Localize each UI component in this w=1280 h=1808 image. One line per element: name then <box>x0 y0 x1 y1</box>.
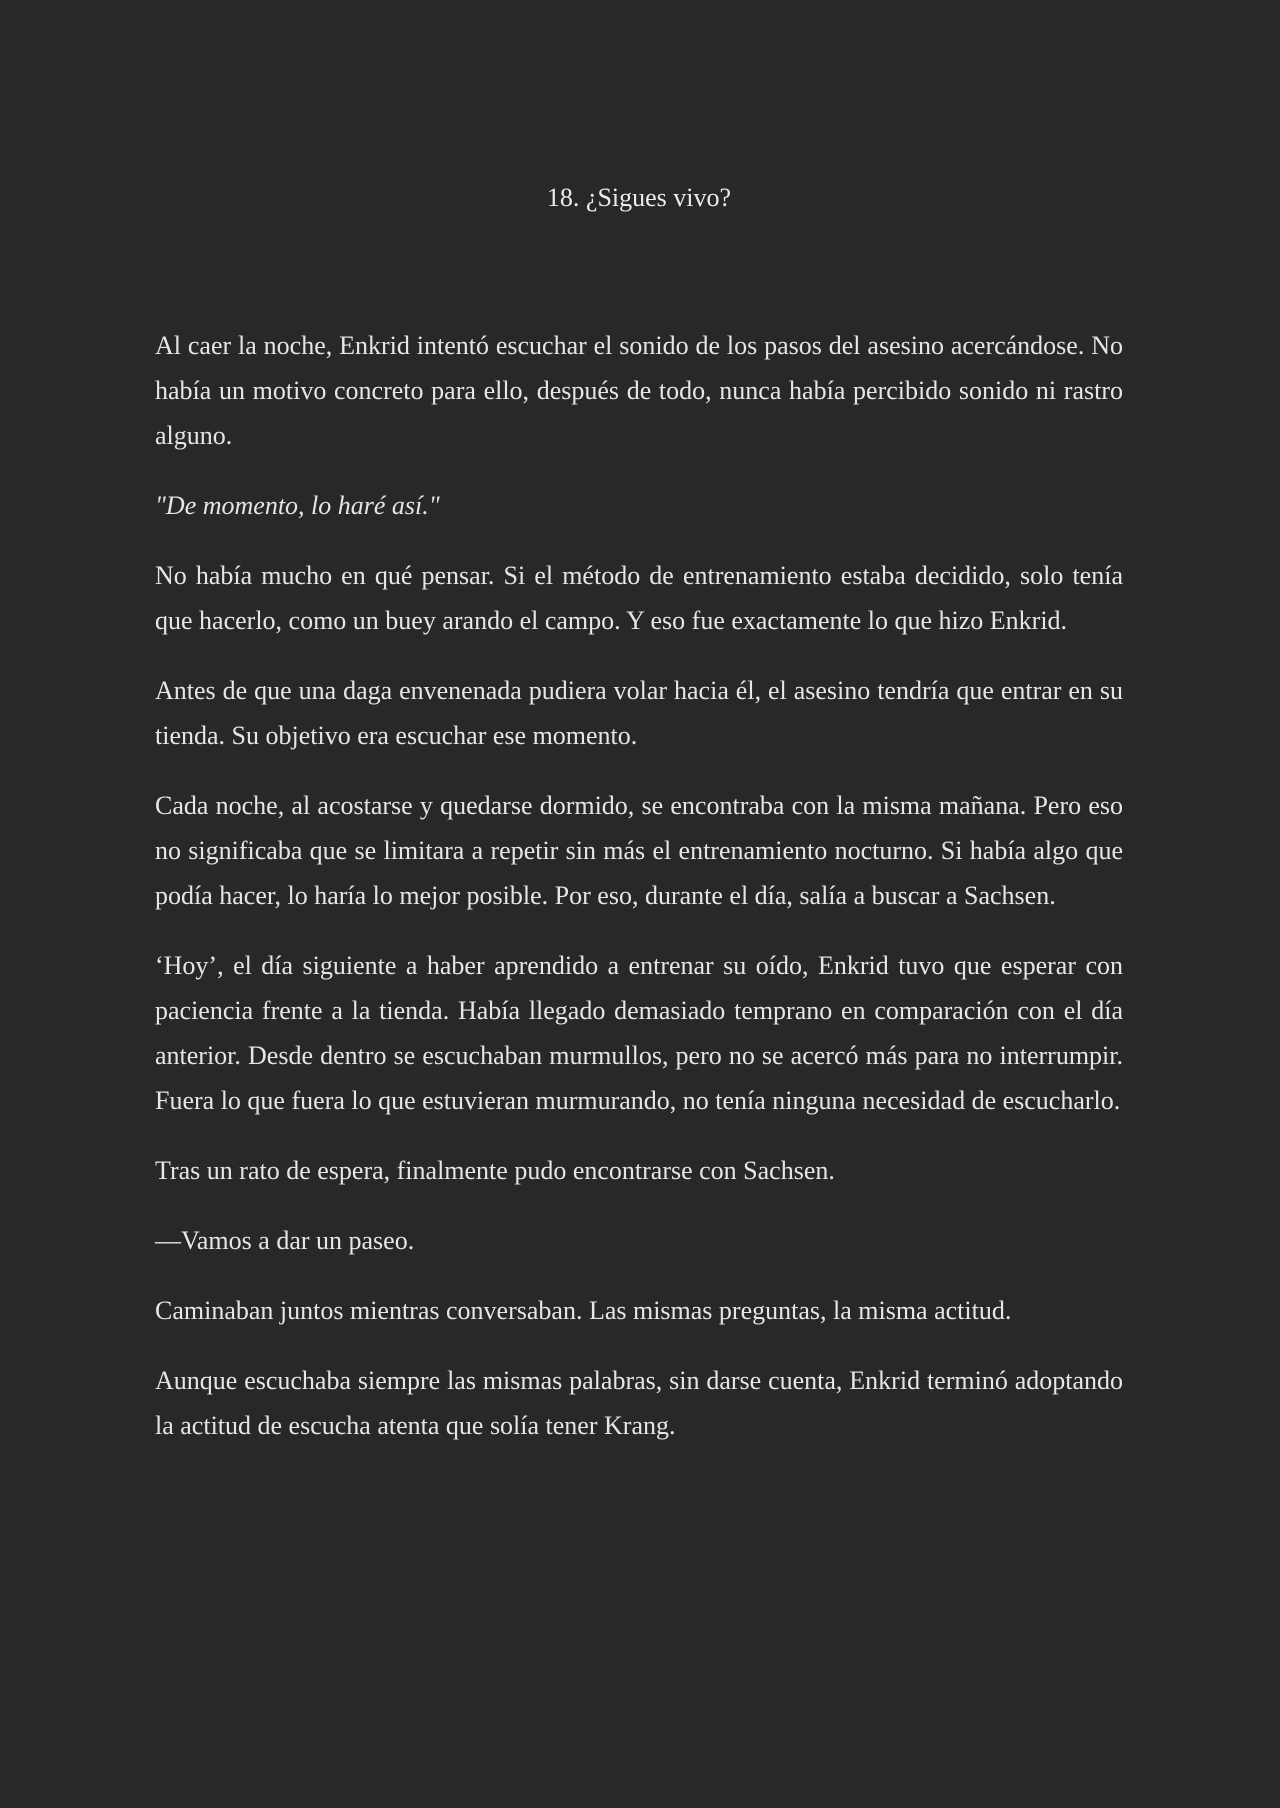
paragraph: Tras un rato de espera, finalmente pudo encontrarse con Sachsen. <box>155 1156 835 1185</box>
paragraph-dialogue: —Vamos a dar un paseo. <box>155 1226 415 1255</box>
paragraph: ‘Hoy’, el día siguiente a haber aprendido a entrenar su oído, Enkrid tuvo que esperar con paciencia frente a la tienda. Había llegado demasiado temprano en comparación con el día anterior. Desde dentro se escuchaban murmullos, pero no se acercó más para no interrumpir. Fuera lo que fuera lo que estuvieran murmurando, no tenía ninguna necesidad de escucharlo. <box>155 951 1123 1115</box>
paragraph: Aunque escuchaba siempre las mismas palabras, sin darse cuenta, Enkrid terminó adoptando la actitud de escucha atenta que solía tener Krang. <box>155 1366 1123 1440</box>
reader-page <box>155 0 1123 1808</box>
chapter-body <box>155 323 1123 1473</box>
paragraph: No había mucho en qué pensar. Si el método de entrenamiento estaba decidido, solo tenía que hacerlo, como un buey arando el campo. Y eso fue exactamente lo que hizo Enkrid. <box>155 561 1123 635</box>
paragraph: Caminaban juntos mientras conversaban. Las mismas preguntas, la misma actitud. <box>155 1296 1012 1325</box>
paragraph: Antes de que una daga envenenada pudiera volar hacia él, el asesino tendría que entrar en su tienda. Su objetivo era escuchar ese momento. <box>155 676 1123 750</box>
paragraph-thought: "De momento, lo haré así." <box>155 491 440 520</box>
paragraph: Al caer la noche, Enkrid intentó escuchar el sonido de los pasos del asesino acercándose. No había un motivo concreto para ello, después de todo, nunca había percibido sonido ni rastro alguno. <box>155 331 1123 450</box>
chapter-title: 18. ¿Sigues vivo? <box>546 183 732 212</box>
paragraph: Cada noche, al acostarse y quedarse dormido, se encontraba con la misma mañana. Pero eso no significaba que se limitara a repetir sin más el entrenamiento nocturno. Si había algo que podía hacer, lo haría lo mejor posible. Por eso, durante el día, salía a buscar a Sachsen. <box>155 791 1123 910</box>
